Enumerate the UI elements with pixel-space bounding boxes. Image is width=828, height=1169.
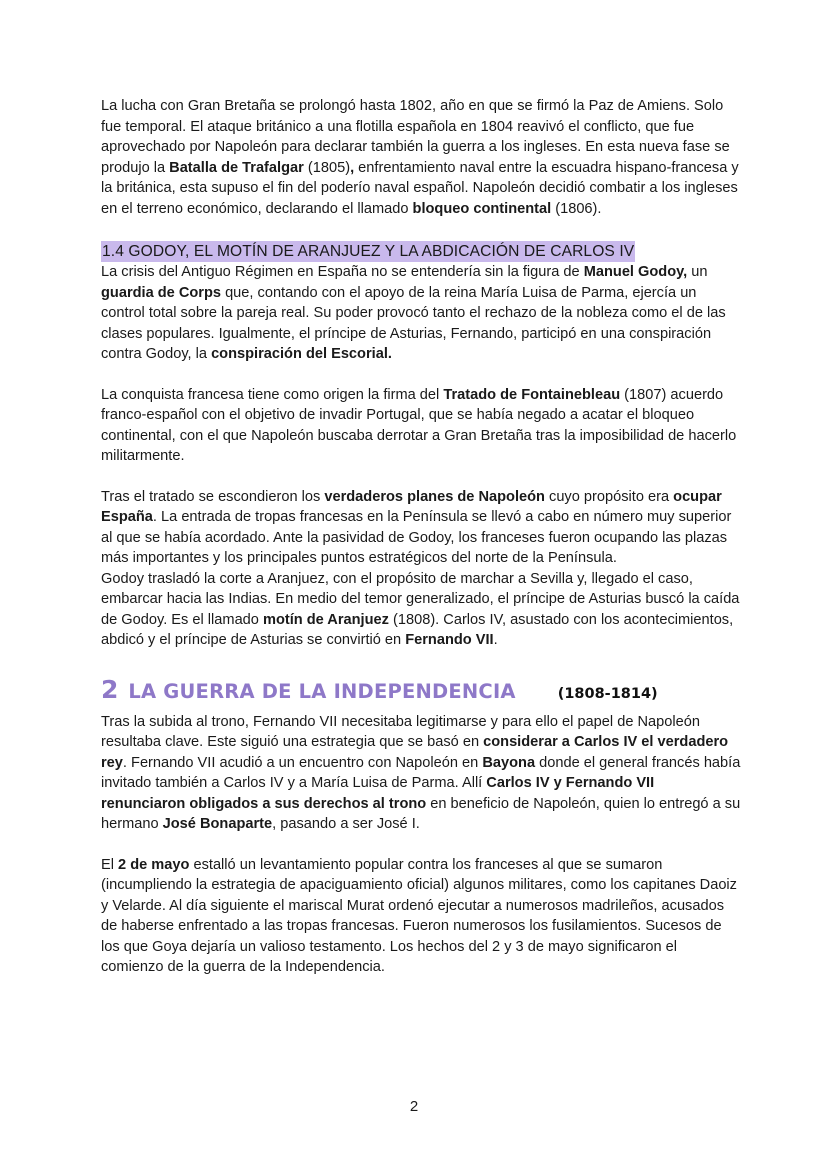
paragraph-motin-aranjuez xyxy=(101,569,741,651)
text-run: , pasando a ser José I. xyxy=(272,816,420,832)
bold-text: Fernando VII xyxy=(405,632,494,648)
bold-text: verdaderos planes de Napoleón xyxy=(324,488,545,505)
text-run: (1807) acuerdo franco-español con el objetivo de invadir Portugal, que se había negado a acatar el bloqueo continental, con el que Napoleón buscaba derrotar a Gran Bretaña tras la imposibilidad de hacerlo militarmente. xyxy=(101,386,737,464)
text-run: . La entrada de tropas francesas en la Península se llevó a cabo en número muy superior al que se había acordado. Ante la pasividad de Godoy, los franceses fueron ocupando las plazas más importantes y los principales puntos estratégicos del norte de la Península. xyxy=(101,509,732,566)
bold-text: ocupar España xyxy=(101,488,722,525)
text-run: (1805) xyxy=(303,159,351,176)
paragraph-2-de-mayo xyxy=(101,855,741,978)
bold-text: Manuel Godoy, xyxy=(583,264,688,280)
bold-text: Carlos IV y Fernando VII renunciaron obligados a sus derechos al trono xyxy=(101,775,655,812)
bold-text: Batalla de Trafalgar xyxy=(169,159,304,176)
paragraph-bayona xyxy=(101,712,741,835)
page-number: 2 xyxy=(409,1098,419,1115)
text-run: cuyo propósito era xyxy=(544,488,674,505)
bold-text: José Bonaparte xyxy=(162,816,273,832)
text-run: (1808). Carlos IV, asustado con los acontecimientos, abdicó y el príncipe de Asturias se convirtió en xyxy=(101,611,734,648)
paragraph-trafalgar xyxy=(101,96,741,219)
text-run: El xyxy=(101,856,119,873)
bold-text: , xyxy=(350,159,355,176)
paragraph-planes-napoleon xyxy=(101,487,741,569)
subsection-heading-1-4: 1.4 GODOY, EL MOTÍN DE ARANJUEZ Y LA ABDICACIÓN DE CARLOS IV xyxy=(102,243,635,260)
text-run: enfrentamiento naval entre la escuadra hispano-francesa y la británica, esta supuso el fin del poderío naval español. Napoleón decidió combatir a los ingleses en el terreno económico, declarando el llamado xyxy=(101,159,739,217)
bold-text: bloqueo continental xyxy=(412,200,552,217)
section-number: 2 xyxy=(101,674,119,704)
text-run: estalló un levantamiento popular contra los franceses al que se sumaron (incumpliendo la estrategia de apaciguamiento oficial) algunos militares, como los capitanes Daoiz y Velarde. Al día siguiente el mariscal Murat ordenó ejecutar a numerosos madrileños, acusados de haberse enfrentado a las tropas francesas. Fueron numerosos los fusilamientos. Sucesos de los que Goya dejaría un valioso testamento. Los hechos del 2 y 3 de mayo significaron el comienzo de la guerra de la Independencia. xyxy=(101,856,737,975)
text-run: . xyxy=(493,632,498,648)
section-title: LA GUERRA DE LA INDEPENDENCIA xyxy=(128,679,516,703)
bold-text: considerar a Carlos IV el verdadero rey xyxy=(101,734,729,771)
paragraph-godoy xyxy=(101,262,741,365)
document-body xyxy=(101,96,741,978)
text-run: Godoy trasladó la corte a Aranjuez, con el propósito de marchar a Sevilla y, llegado el caso, embarcar hacia las Indias. En medio del temor generalizado, el príncipe de Asturias buscó la caída de Godoy. Es el llamado xyxy=(101,570,740,628)
text-run: que, contando con el apoyo de la reina María Luisa de Parma, ejercía un control total sobre la pareja real. Su poder provocó tanto el rechazo de la nobleza como el de las clases populares. Igualmente, el príncipe de Asturias, Fernando, participó en una conspiración contra Godoy, la xyxy=(101,284,726,362)
bold-text: motín de Aranjuez xyxy=(262,611,389,628)
bold-text: 2 de mayo xyxy=(118,856,190,873)
text-run: (1806). xyxy=(551,200,602,217)
text-run: en beneficio de Napoleón, quien lo entregó a su hermano xyxy=(101,795,741,832)
text-run: Tras la subida al trono, Fernando VII necesitaba legitimarse y para ello el papel de Napoleón resultaba clave. Este siguió una estrategia que se basó en xyxy=(101,713,700,750)
bold-text: Bayona xyxy=(482,754,536,771)
text-run: . Fernando VII acudió a un encuentro con Napoleón en xyxy=(122,754,483,771)
text-run: La conquista francesa tiene como origen la firma del xyxy=(101,386,444,403)
section-heading-2 xyxy=(101,675,741,704)
bold-text: Tratado de Fontainebleau xyxy=(443,386,621,403)
paragraph-fontainebleau xyxy=(101,385,741,467)
text-run: Tras el tratado se escondieron los xyxy=(101,488,325,505)
text-run: La lucha con Gran Bretaña se prolongó hasta 1802, año en que se firmó la Paz de Amiens. Solo fue temporal. El ataque británico a una flotilla española en 1804 reavivó el conflicto, que fue aprovechado por Napoleón para declarar también la guerra a los ingleses. En esta nueva fase se produjo la xyxy=(101,98,730,176)
text-run: La crisis del Antiguo Régimen en España no se entendería sin la figura de xyxy=(101,264,584,280)
text-run: donde el general francés había invitado también a Carlos IV y a María Luisa de Parma. Allí xyxy=(101,754,741,791)
bold-text: guardia de Corps xyxy=(101,284,222,301)
bold-text: conspiración del Escorial. xyxy=(211,346,392,362)
text-run: un xyxy=(687,264,708,280)
section-dates: (1808-1814) xyxy=(557,685,658,702)
